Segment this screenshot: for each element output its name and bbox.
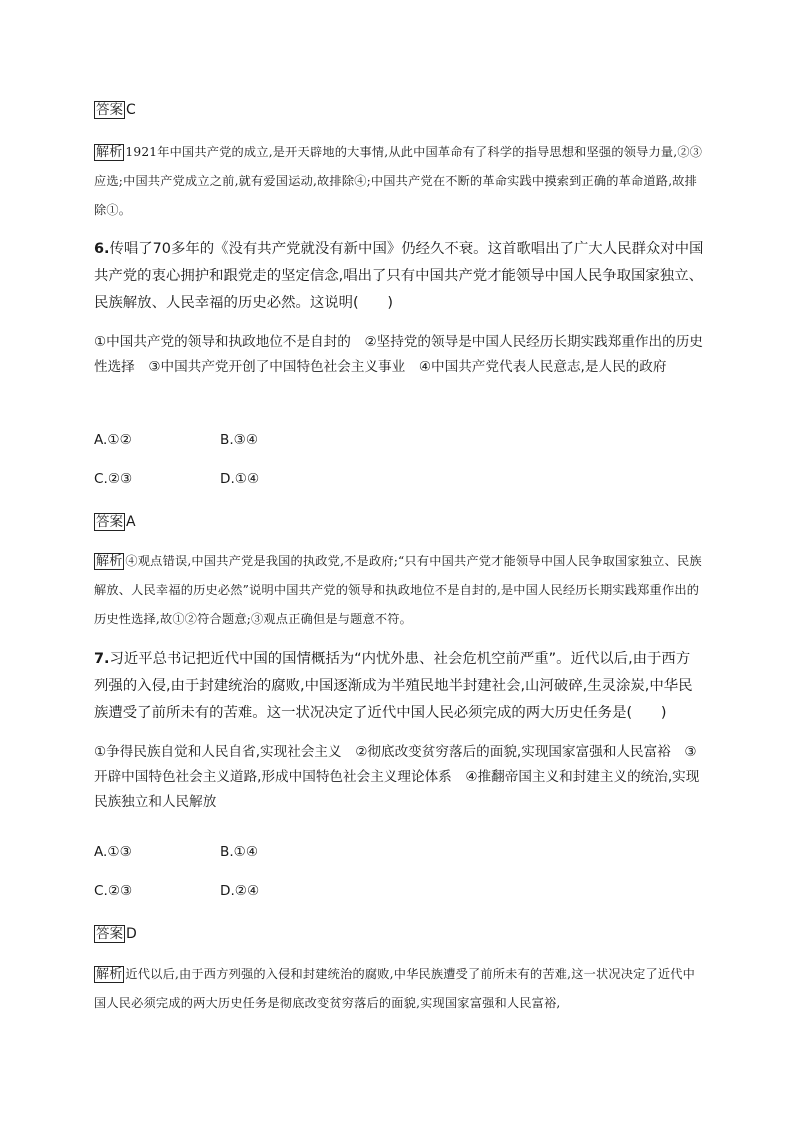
answer-value-7: D <box>126 926 137 942</box>
choice-6-d: D.①④ <box>220 471 260 487</box>
explanation-text-7: 近代以后,由于西方列强的入侵和封建统治的腐败,中华民族遭受了前所未有的苦难,这一状况决定了近代中国人民必须完成的两大历史任务是彻底改变贫穷落后的面貌,实现国家富强和人民富裕, <box>94 967 696 1010</box>
choice-7-b: B.①④ <box>220 844 259 860</box>
question-number-6: 6. <box>94 241 110 257</box>
answer-value-6: A <box>126 514 136 530</box>
answer-line-5 <box>94 100 704 120</box>
choice-6-a: A.①② <box>94 432 132 448</box>
statements-7 <box>94 740 704 815</box>
answer-value-5: C <box>126 102 136 118</box>
explanation-label: 解析 <box>96 967 123 982</box>
choice-6-b: B.③④ <box>220 432 259 448</box>
choice-7-d: D.②④ <box>220 883 260 899</box>
question-7 <box>94 646 704 727</box>
statements-text-7: ①争得民族自觉和人民自省,实现社会主义 ②彻底改变贫穷落后的面貌,实现国家富强和人民富裕 ③开辟中国特色社会主义道路,形成中国特色社会主义理论体系 ④推翻帝国主义和封建主义的统治,实现民族独立和人民解放 <box>94 744 700 810</box>
choice-6-c: C.②③ <box>94 471 133 487</box>
explanation-5 <box>94 138 704 225</box>
answer-line-6 <box>94 512 704 532</box>
explanation-text-6: ④观点错误,中国共产党是我国的执政党,不是政府;“只有中国共产党才能领导中国人民争取国家独立、民族解放、人民幸福的历史必然”说明中国共产党的领导和执政地位不是自封的,是中国人民经历长期实践郑重作出的历史性选择,故①②符合题意;③观点正确但是与题意不符。 <box>94 554 702 626</box>
explanation-7 <box>94 960 704 1018</box>
statements-6 <box>94 330 704 380</box>
explanation-label: 解析 <box>96 145 123 160</box>
answer-label: 答案 <box>96 102 123 118</box>
answer-label: 答案 <box>96 514 123 530</box>
choice-7-a: A.①③ <box>94 844 132 860</box>
question-stem-7: 习近平总书记把近代中国的国情概括为“内忧外患、社会危机空前严重”。近代以后,由于西方列强的入侵,由于封建统治的腐败,中国逐渐成为半殖民地半封建社会,山河破碎,生灵涂炭,中华民族遭受了前所未有的苦难。这一状况决定了近代中国人民必须完成的两大历史任务是( ) <box>94 651 693 721</box>
answer-line-7 <box>94 924 704 944</box>
question-stem-6: 传唱了70多年的《没有共产党就没有新中国》仍经久不衰。这首歌唱出了广大人民群众对中国共产党的衷心拥护和跟党走的坚定信念,唱出了只有中国共产党才能领导中国人民争取国家独立、民族解放、人民幸福的历史必然。这说明( ) <box>94 241 704 311</box>
question-number-7: 7. <box>94 651 110 667</box>
question-6 <box>94 236 704 317</box>
explanation-6 <box>94 547 704 634</box>
explanation-label: 解析 <box>96 554 123 569</box>
choice-7-c: C.②③ <box>94 883 133 899</box>
answer-label: 答案 <box>96 926 123 942</box>
explanation-text-5: 1921年中国共产党的成立,是开天辟地的大事情,从此中国革命有了科学的指导思想和坚强的领导力量,②③应选;中国共产党成立之前,就有爱国运动,故排除④;中国共产党在不断的革命实践中摸索到正确的革命道路,故排除①。 <box>94 145 703 217</box>
statements-text-6: ①中国共产党的领导和执政地位不是自封的 ②坚持党的领导是中国人民经历长期实践郑重作出的历史性选择 ③中国共产党开创了中国特色社会主义事业 ④中国共产党代表人民意志,是人民的政府 <box>94 334 703 375</box>
